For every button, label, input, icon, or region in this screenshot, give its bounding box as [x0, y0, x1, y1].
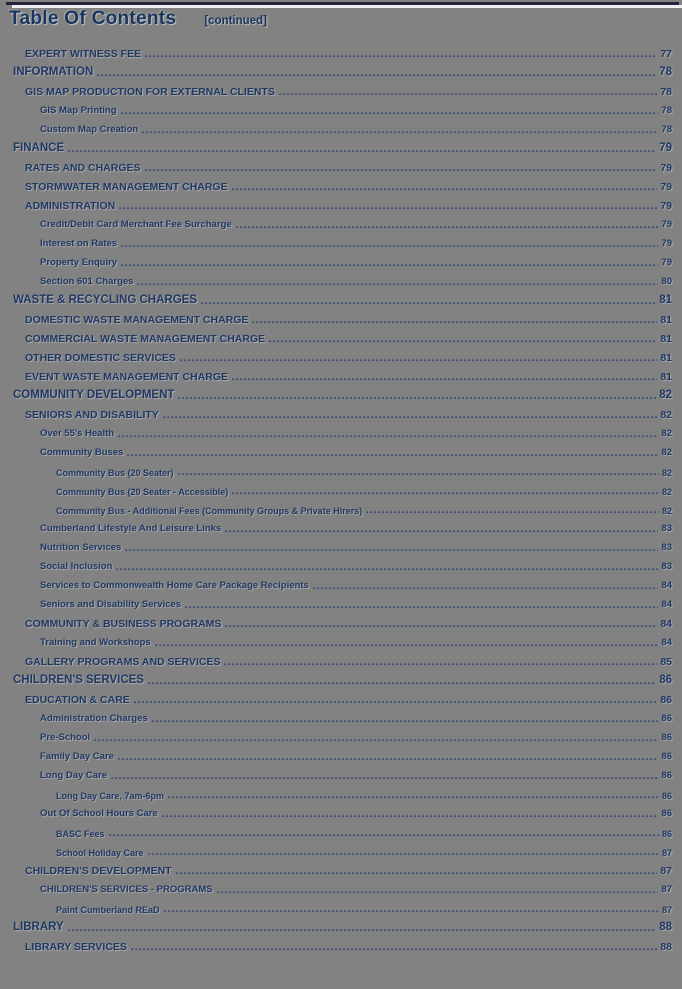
dotted-leader [176, 872, 658, 875]
toc-entry [0, 877, 682, 896]
toc-entry [0, 687, 682, 706]
toc-entry-page: 83 [661, 523, 672, 535]
dotted-leader [68, 929, 657, 932]
toc-entry [0, 801, 682, 820]
toc-entry-label: Long Day Care, 7am-6pm [56, 790, 165, 801]
toc-entry [0, 41, 682, 60]
toc-entry-label: Property Enquiry [40, 257, 118, 269]
toc-entry-page: 85 [660, 655, 672, 668]
toc-entry-label: EDUCATION & CARE [25, 693, 130, 706]
toc-entry-page: 79 [661, 219, 672, 231]
continued-label: [continued] [204, 15, 267, 27]
dotted-leader [178, 397, 656, 400]
toc-entry-label: Credit/Debit Card Merchant Fee Surcharge [40, 219, 232, 231]
toc-entry-page: 86 [661, 770, 672, 782]
toc-entry [0, 763, 682, 782]
toc-entry-label: Over 55's Health [40, 428, 115, 440]
toc-entry [0, 117, 682, 136]
toc-entry-page: 84 [660, 617, 672, 630]
toc-entry-page: 82 [661, 447, 672, 459]
toc-entry-page: 81 [660, 313, 672, 326]
dotted-leader [163, 416, 658, 419]
dotted-leader [119, 207, 657, 210]
toc-entry-label: ADMINISTRATION [25, 199, 116, 212]
toc-entry-label: Social Inclusion [40, 561, 113, 573]
dotted-leader [137, 283, 658, 286]
dotted-leader [366, 511, 659, 514]
toc-entry [0, 896, 682, 915]
toc-entry-label: GIS MAP PRODUCTION FOR EXTERNAL CLIENTS [25, 85, 275, 98]
toc-entry [0, 345, 682, 364]
dotted-leader [121, 245, 658, 248]
toc-entry-page: 86 [660, 693, 672, 706]
toc-entry-page: 82 [661, 467, 672, 478]
toc-entry-label: Long Day Care [40, 770, 108, 782]
toc-entry-label: GALLERY PROGRAMS AND SERVICES [25, 655, 221, 668]
toc-entry [0, 554, 682, 573]
dotted-leader [224, 663, 657, 666]
toc-entry-page: 84 [661, 637, 672, 649]
toc-entry-label: Seniors and Disability Services [40, 599, 181, 611]
toc-entry-label: Family Day Care [40, 751, 114, 763]
toc-entry [0, 60, 682, 79]
toc-entry [0, 193, 682, 212]
toc-entry-label: School Holiday Care [56, 847, 144, 858]
toc-entry-label: DOMESTIC WASTE MANAGEMENT CHARGE [25, 313, 249, 326]
toc-entry-page: 79 [660, 180, 672, 193]
dotted-leader [225, 530, 658, 533]
toc-entry-page: 78 [660, 85, 672, 98]
toc-entry [0, 212, 682, 231]
dotted-leader [97, 74, 656, 77]
dotted-leader [201, 302, 656, 305]
toc-entry-page: 84 [661, 580, 672, 592]
dotted-leader [185, 606, 658, 609]
toc-entry [0, 668, 682, 687]
dotted-leader [178, 473, 659, 476]
toc-entry-page: 86 [661, 808, 672, 820]
toc-entry-page: 82 [659, 388, 672, 401]
toc-entry-label: GIS Map Printing [40, 105, 117, 117]
toc-entry [0, 478, 682, 497]
dotted-leader [131, 948, 657, 951]
toc-entry-page: 78 [659, 65, 672, 78]
dotted-leader [313, 587, 659, 590]
toc-entry-label: Cumberland Lifestyle And Leisure Links [40, 523, 222, 535]
dotted-leader [180, 359, 657, 362]
dotted-leader [232, 188, 658, 191]
dotted-leader [252, 321, 657, 324]
toc-entry [0, 630, 682, 649]
toc-entry-page: 82 [661, 505, 672, 516]
toc-entry-page: 82 [661, 428, 672, 440]
dotted-leader [162, 815, 659, 818]
dotted-leader [111, 777, 658, 780]
toc-entry-label: Community Bus (20 Seater - Accessible) [56, 486, 229, 497]
toc-entry-page: 81 [660, 370, 672, 383]
toc-entry [0, 497, 682, 516]
dotted-leader [94, 739, 658, 742]
toc-entry-page: 79 [661, 238, 672, 250]
toc-entry-label: FINANCE [13, 141, 65, 154]
toc-entry-page: 79 [661, 257, 672, 269]
dotted-leader [232, 378, 657, 381]
toc-entry-page: 88 [659, 920, 672, 933]
toc-entry [0, 611, 682, 630]
toc-entry-label: Pre-School [40, 732, 91, 744]
toc-entry [0, 364, 682, 383]
toc-entry-page: 87 [661, 847, 672, 858]
toc-entry-label: RATES AND CHARGES [25, 161, 141, 174]
toc-entry-label: LIBRARY SERVICES [25, 940, 127, 953]
toc-entry [0, 839, 682, 858]
dotted-leader [145, 169, 658, 172]
toc-entry-page: 87 [660, 864, 672, 877]
toc-entry-page: 86 [661, 732, 672, 744]
toc-entry [0, 858, 682, 877]
dotted-leader [142, 131, 658, 134]
toc-entry [0, 231, 682, 250]
toc-entry [0, 383, 682, 402]
toc-entry-page: 86 [661, 828, 672, 839]
toc-entry-label: OTHER DOMESTIC SERVICES [25, 351, 176, 364]
dotted-leader [121, 264, 658, 267]
dotted-leader [121, 112, 659, 115]
dotted-leader [232, 492, 659, 495]
toc-entry-page: 81 [660, 332, 672, 345]
dotted-leader [127, 454, 658, 457]
toc-entry-page: 79 [659, 141, 672, 154]
toc-entry-label: CHILDREN'S SERVICES [13, 673, 144, 686]
toc-entry [0, 174, 682, 193]
toc-entry-label: STORMWATER MANAGEMENT CHARGE [25, 180, 228, 193]
toc-entry [0, 155, 682, 174]
toc-entry [0, 440, 682, 459]
dotted-leader [118, 758, 658, 761]
toc-entry-label: Training and Workshops [40, 637, 151, 649]
toc-entry-label: INFORMATION [13, 65, 94, 78]
page-header [9, 8, 672, 30]
toc-entry-page: 87 [661, 904, 672, 915]
toc-entry [0, 934, 682, 953]
toc-entry-label: Section 601 Charges [40, 276, 134, 288]
dotted-leader [148, 853, 659, 856]
dotted-leader [125, 549, 658, 552]
dotted-leader [145, 55, 657, 58]
toc-entry-label: Community Bus - Additional Fees (Community Groups & Private Hirers) [56, 505, 363, 516]
toc-entry-label: CHILDREN'S SERVICES - PROGRAMS [40, 884, 213, 896]
dotted-leader [152, 720, 659, 723]
toc-entry-label: BASC Fees [56, 828, 105, 839]
dotted-leader [164, 910, 659, 913]
toc-entry [0, 79, 682, 98]
toc-entry [0, 307, 682, 326]
toc-entry [0, 573, 682, 592]
toc-entry-page: 79 [660, 161, 672, 174]
toc-entry-page: 82 [661, 486, 672, 497]
toc-entry-label: WASTE & RECYCLING CHARGES [13, 293, 198, 306]
dotted-leader [225, 625, 657, 628]
dotted-leader [134, 701, 658, 704]
toc-entry-label: EVENT WASTE MANAGEMENT CHARGE [25, 370, 229, 383]
toc-entry-page: 88 [660, 940, 672, 953]
toc-entry [0, 706, 682, 725]
toc-entry-label: COMMUNITY DEVELOPMENT [13, 388, 175, 401]
toc-entry-label: COMMUNITY & BUSINESS PROGRAMS [25, 617, 222, 630]
toc-entry [0, 269, 682, 288]
toc-entry-page: 80 [661, 276, 672, 288]
page-title: Table Of Contents [9, 8, 177, 29]
toc-entry-page: 79 [660, 199, 672, 212]
toc-entry-page: 86 [661, 713, 672, 725]
toc-entry [0, 250, 682, 269]
toc-entry [0, 535, 682, 554]
dotted-leader [236, 226, 659, 229]
toc-entry-label: Out Of School Hours Care [40, 808, 158, 820]
toc-entry [0, 326, 682, 345]
toc-entry-label: EXPERT WITNESS FEE [25, 47, 142, 60]
toc-entry [0, 402, 682, 421]
toc-entry [0, 288, 682, 307]
toc-entry-page: 78 [661, 105, 672, 117]
toc-entry-label: COMMERCIAL WASTE MANAGEMENT CHARGE [25, 332, 266, 345]
toc-entry-page: 86 [661, 790, 672, 801]
toc-entry-page: 77 [660, 47, 672, 60]
dotted-leader [269, 340, 657, 343]
toc-entry-page: 86 [661, 751, 672, 763]
toc-entry-page: 78 [661, 124, 672, 136]
toc-entry-label: LIBRARY [13, 920, 64, 933]
dotted-leader [116, 568, 658, 571]
toc-list [0, 41, 682, 953]
toc-entry [0, 516, 682, 535]
toc-entry-label: Custom Map Creation [40, 124, 139, 136]
toc-entry-page: 83 [661, 542, 672, 554]
toc-entry-page: 81 [660, 351, 672, 364]
dotted-leader [68, 150, 656, 153]
toc-entry-label: Administration Charges [40, 713, 148, 725]
toc-entry [0, 725, 682, 744]
toc-entry-page: 82 [660, 408, 672, 421]
toc-entry-label: SENIORS AND DISABILITY [25, 408, 159, 421]
toc-entry [0, 744, 682, 763]
toc-entry-page: 86 [659, 673, 672, 686]
toc-entry [0, 592, 682, 611]
dotted-leader [148, 682, 656, 685]
dotted-leader [217, 891, 659, 894]
toc-entry [0, 649, 682, 668]
toc-entry-page: 81 [659, 293, 672, 306]
dotted-leader [155, 644, 659, 647]
dotted-leader [118, 435, 658, 438]
toc-entry-label: Community Buses [40, 447, 124, 459]
toc-entry [0, 820, 682, 839]
toc-entry-page: 84 [661, 599, 672, 611]
toc-entry [0, 782, 682, 801]
toc-entry-page: 83 [661, 561, 672, 573]
toc-entry [0, 459, 682, 478]
toc-entry-page: 87 [661, 884, 672, 896]
toc-entry-label: Services to Commonwealth Home Care Package Recipients [40, 580, 309, 592]
toc-entry-label: Community Bus (20 Seater) [56, 467, 174, 478]
toc-entry [0, 915, 682, 934]
toc-entry-label: CHILDREN'S DEVELOPMENT [25, 864, 172, 877]
toc-entry-label: Paint Cumberland REaD [56, 904, 160, 915]
toc-entry [0, 98, 682, 117]
dotted-leader [109, 834, 659, 837]
toc-entry-label: Nutrition Services [40, 542, 122, 554]
toc-entry [0, 421, 682, 440]
dotted-leader [279, 93, 657, 96]
toc-entry [0, 136, 682, 155]
dotted-leader [168, 796, 659, 799]
toc-entry-label: Interest on Rates [40, 238, 118, 250]
